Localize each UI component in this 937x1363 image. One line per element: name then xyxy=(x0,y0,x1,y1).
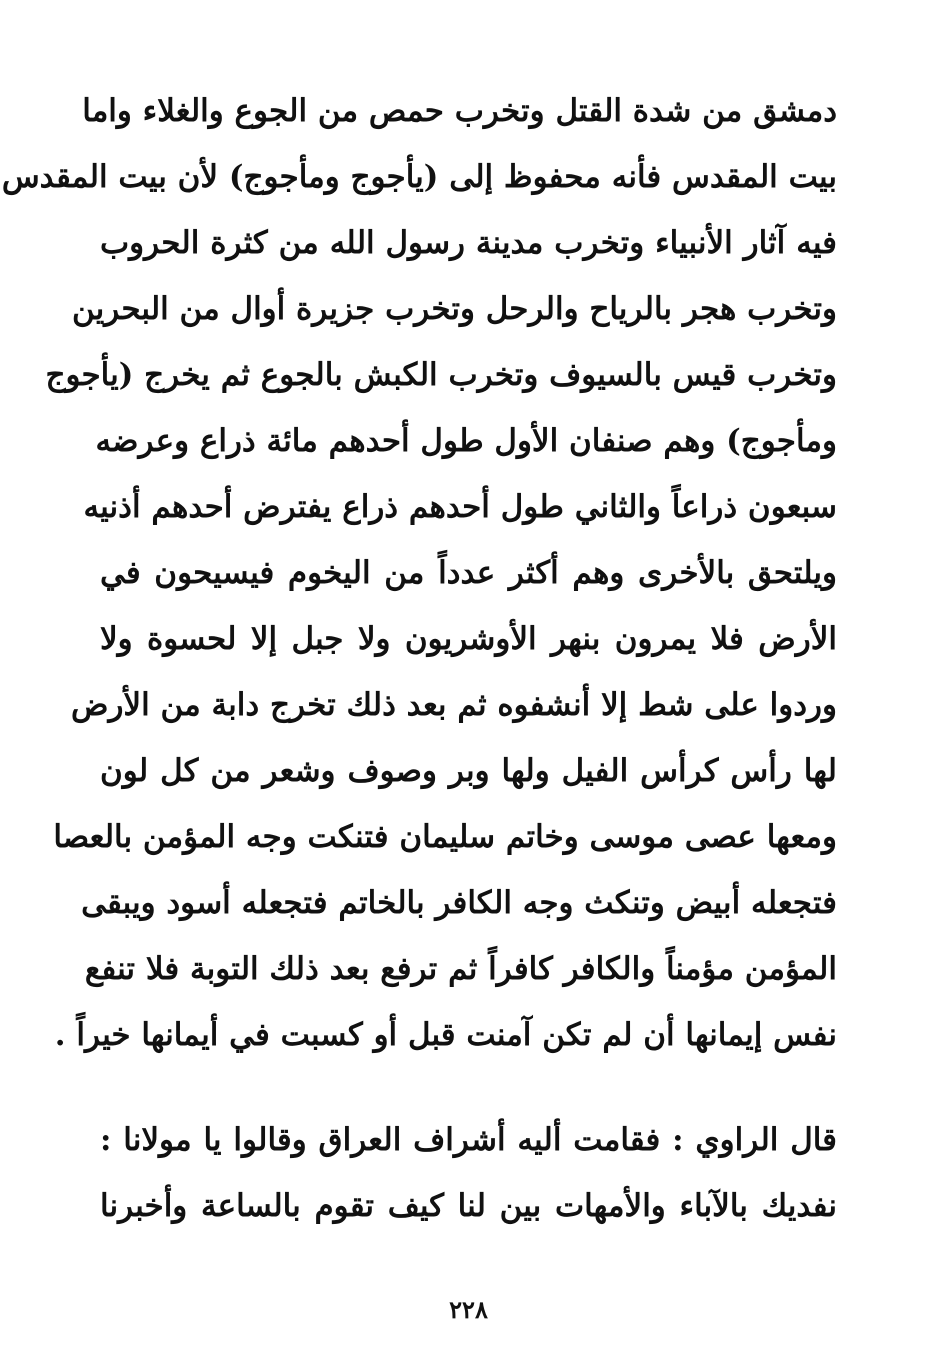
text-line: سبعون ذراعاً والثاني طول أحدهم ذراع يفترض أحدهم أذنيه xyxy=(83,489,837,525)
text-line: ومعها عصى موسى وخاتم سليمان فتنكت وجه المؤمن بالعصا xyxy=(53,819,837,855)
page-number: ٢٢٨ xyxy=(449,1295,488,1324)
text-line: وتخرب هجر بالرياح والرحل وتخرب جزيرة أوال من البحرين xyxy=(72,291,837,327)
text-line: نفس إيمانها أن لم تكن آمنت قبل أو كسبت في أيمانها خيراً . xyxy=(54,1017,837,1053)
text-line: لها رأس كرأس الفيل ولها وبر وصوف وشعر من كل لون xyxy=(100,753,837,789)
text-line: ويلتحق بالأخرى وهم أكثر عدداً من اليخوم فيسيحون في xyxy=(100,555,837,591)
text-line: فتجعله أبيض وتنكث وجه الكافر بالخاتم فتجعله أسود ويبقى xyxy=(81,885,837,921)
text-line: وتخرب قيس بالسيوف وتخرب الكبش بالجوع ثم يخرج (يأجوج xyxy=(45,357,837,393)
text-line: ومأجوج) وهم صنفان الأول طول أحدهم مائة ذراع وعرضه xyxy=(95,423,837,459)
text-line: نفديك بالآباء والأمهات بين لنا كيف تقوم بالساعة وأخبرنا xyxy=(100,1188,837,1224)
text-line: قال الراوي : فقامت أليه أشراف العراق وقالوا يا مولانا : xyxy=(100,1122,837,1158)
text-line: المؤمن مؤمناً والكافر كافراً ثم ترفع بعد ذلك التوبة فلا تنفع xyxy=(84,951,837,987)
text-line: الأرض فلا يمرون بنهر الأوشريون ولا جبل إلا لحسوة ولا xyxy=(100,621,837,657)
text-line: فيه آثار الأنبياء وتخرب مدينة رسول الله من كثرة الحروب xyxy=(100,225,837,261)
paragraph-2 xyxy=(100,1107,837,1239)
text-line: دمشق من شدة القتل وتخرب حمص من الجوع والغلاء واما xyxy=(82,93,837,129)
text-line: بيت المقدس فأنه محفوظ إلى (يأجوج ومأجوج) لأن بيت المقدس xyxy=(1,159,837,195)
text-line: وردوا على شط إلا أنشفوه ثم بعد ذلك تخرج دابة من الأرض xyxy=(70,687,837,723)
paragraph-1 xyxy=(1,78,837,1068)
